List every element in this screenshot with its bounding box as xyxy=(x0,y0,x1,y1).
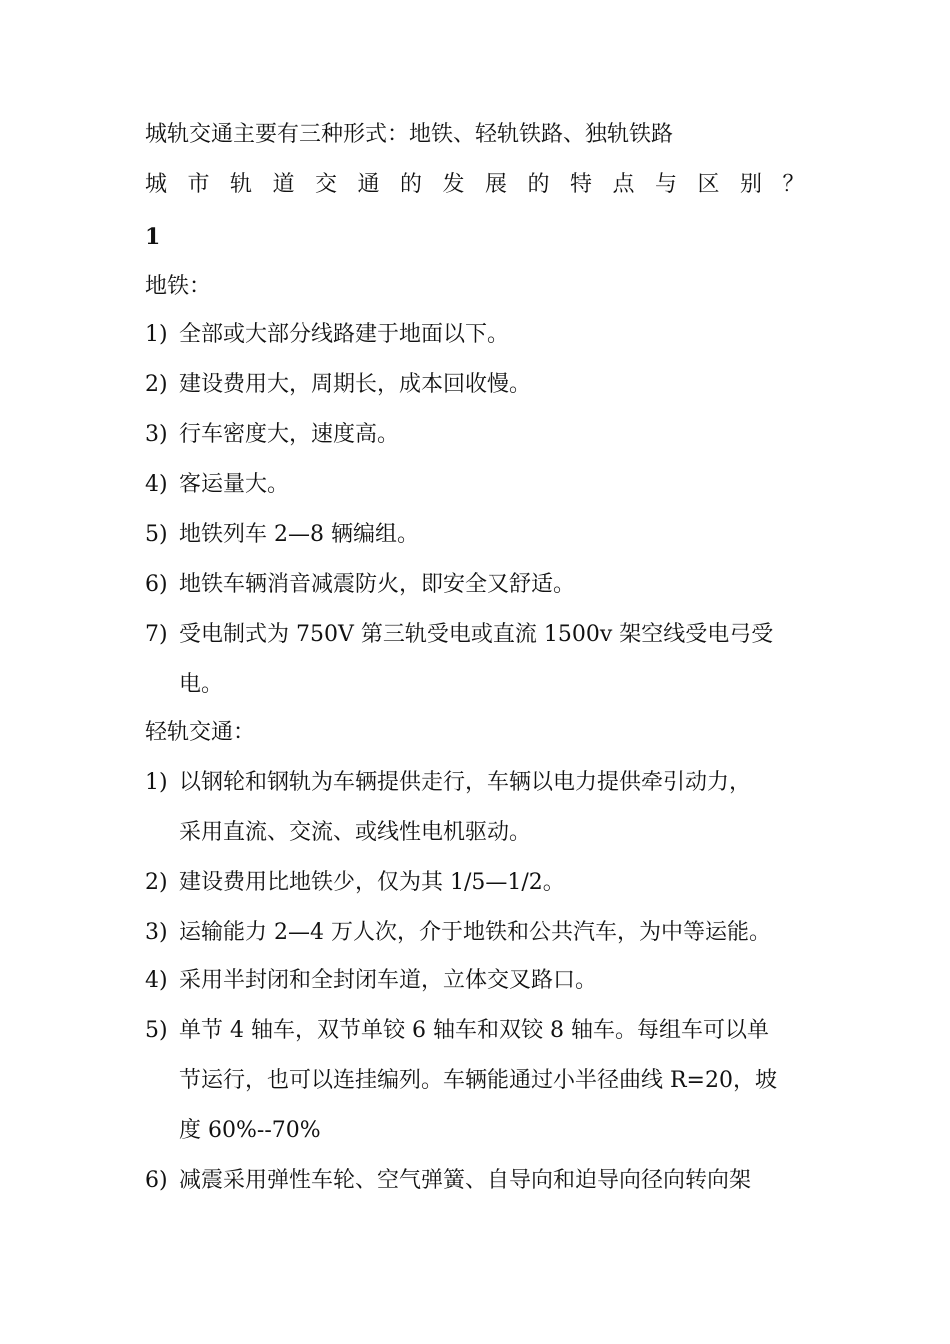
section-number: 1 xyxy=(145,224,161,250)
item-number: 2) xyxy=(145,870,168,895)
item-number: 5) xyxy=(145,1018,168,1043)
item-text: 减震采用弹性车轮、空气弹簧、自导向和迫导向径向转向架 xyxy=(179,1168,752,1193)
item-text: 全部或大部分线路建于地面以下。 xyxy=(179,322,510,347)
item-number: 5) xyxy=(145,522,168,547)
item-text-continued: 节运行，也可以连挂编列。车辆能通过小半径曲线 R=20，坡 xyxy=(179,1068,777,1093)
item-number: 6) xyxy=(145,572,168,597)
item-text-continued: 采用直流、交流、或线性电机驱动。 xyxy=(179,820,532,845)
item-text-continued: 度 60%--70% xyxy=(179,1118,321,1143)
item-text: 建设费用比地铁少，仅为其 1/5—1/2。 xyxy=(179,870,565,895)
question-line: 城市轨道交通的发展的特点与区别？ xyxy=(145,172,826,197)
item-number: 4) xyxy=(145,472,168,497)
item-text: 以钢轮和钢轨为车辆提供走行，车辆以电力提供牵引动力， xyxy=(179,770,752,795)
item-number: 3) xyxy=(145,422,168,447)
lightrail-heading: 轻轨交通： xyxy=(145,720,256,745)
item-text: 建设费用大，周期长，成本回收慢。 xyxy=(179,372,532,397)
metro-heading: 地铁： xyxy=(145,274,212,299)
item-number: 4) xyxy=(145,968,168,993)
item-text: 运输能力 2—4 万人次，介于地铁和公共汽车，为中等运能。 xyxy=(179,920,771,945)
item-text: 行车密度大，速度高。 xyxy=(179,422,400,447)
item-text: 地铁车辆消音减震防火，即安全又舒适。 xyxy=(179,572,576,597)
item-text: 客运量大。 xyxy=(179,472,290,497)
item-number: 1) xyxy=(145,770,168,795)
item-text: 采用半封闭和全封闭车道，立体交叉路口。 xyxy=(179,968,598,993)
item-text: 地铁列车 2—8 辆编组。 xyxy=(179,522,419,547)
item-number: 2) xyxy=(145,372,168,397)
item-number: 3) xyxy=(145,920,168,945)
item-number: 6) xyxy=(145,1168,168,1193)
item-text: 单节 4 轴车，双节单铰 6 轴车和双铰 8 轴车。每组车可以单 xyxy=(179,1018,769,1043)
item-number: 1) xyxy=(145,322,168,347)
item-text: 受电制式为 750V 第三轨受电或直流 1500v 架空线受电弓受 xyxy=(179,622,774,647)
item-number: 7) xyxy=(145,622,168,647)
item-text-continued: 电。 xyxy=(179,672,224,697)
intro-line: 城轨交通主要有三种形式：地铁、轻轨铁路、独轨铁路 xyxy=(145,122,674,147)
